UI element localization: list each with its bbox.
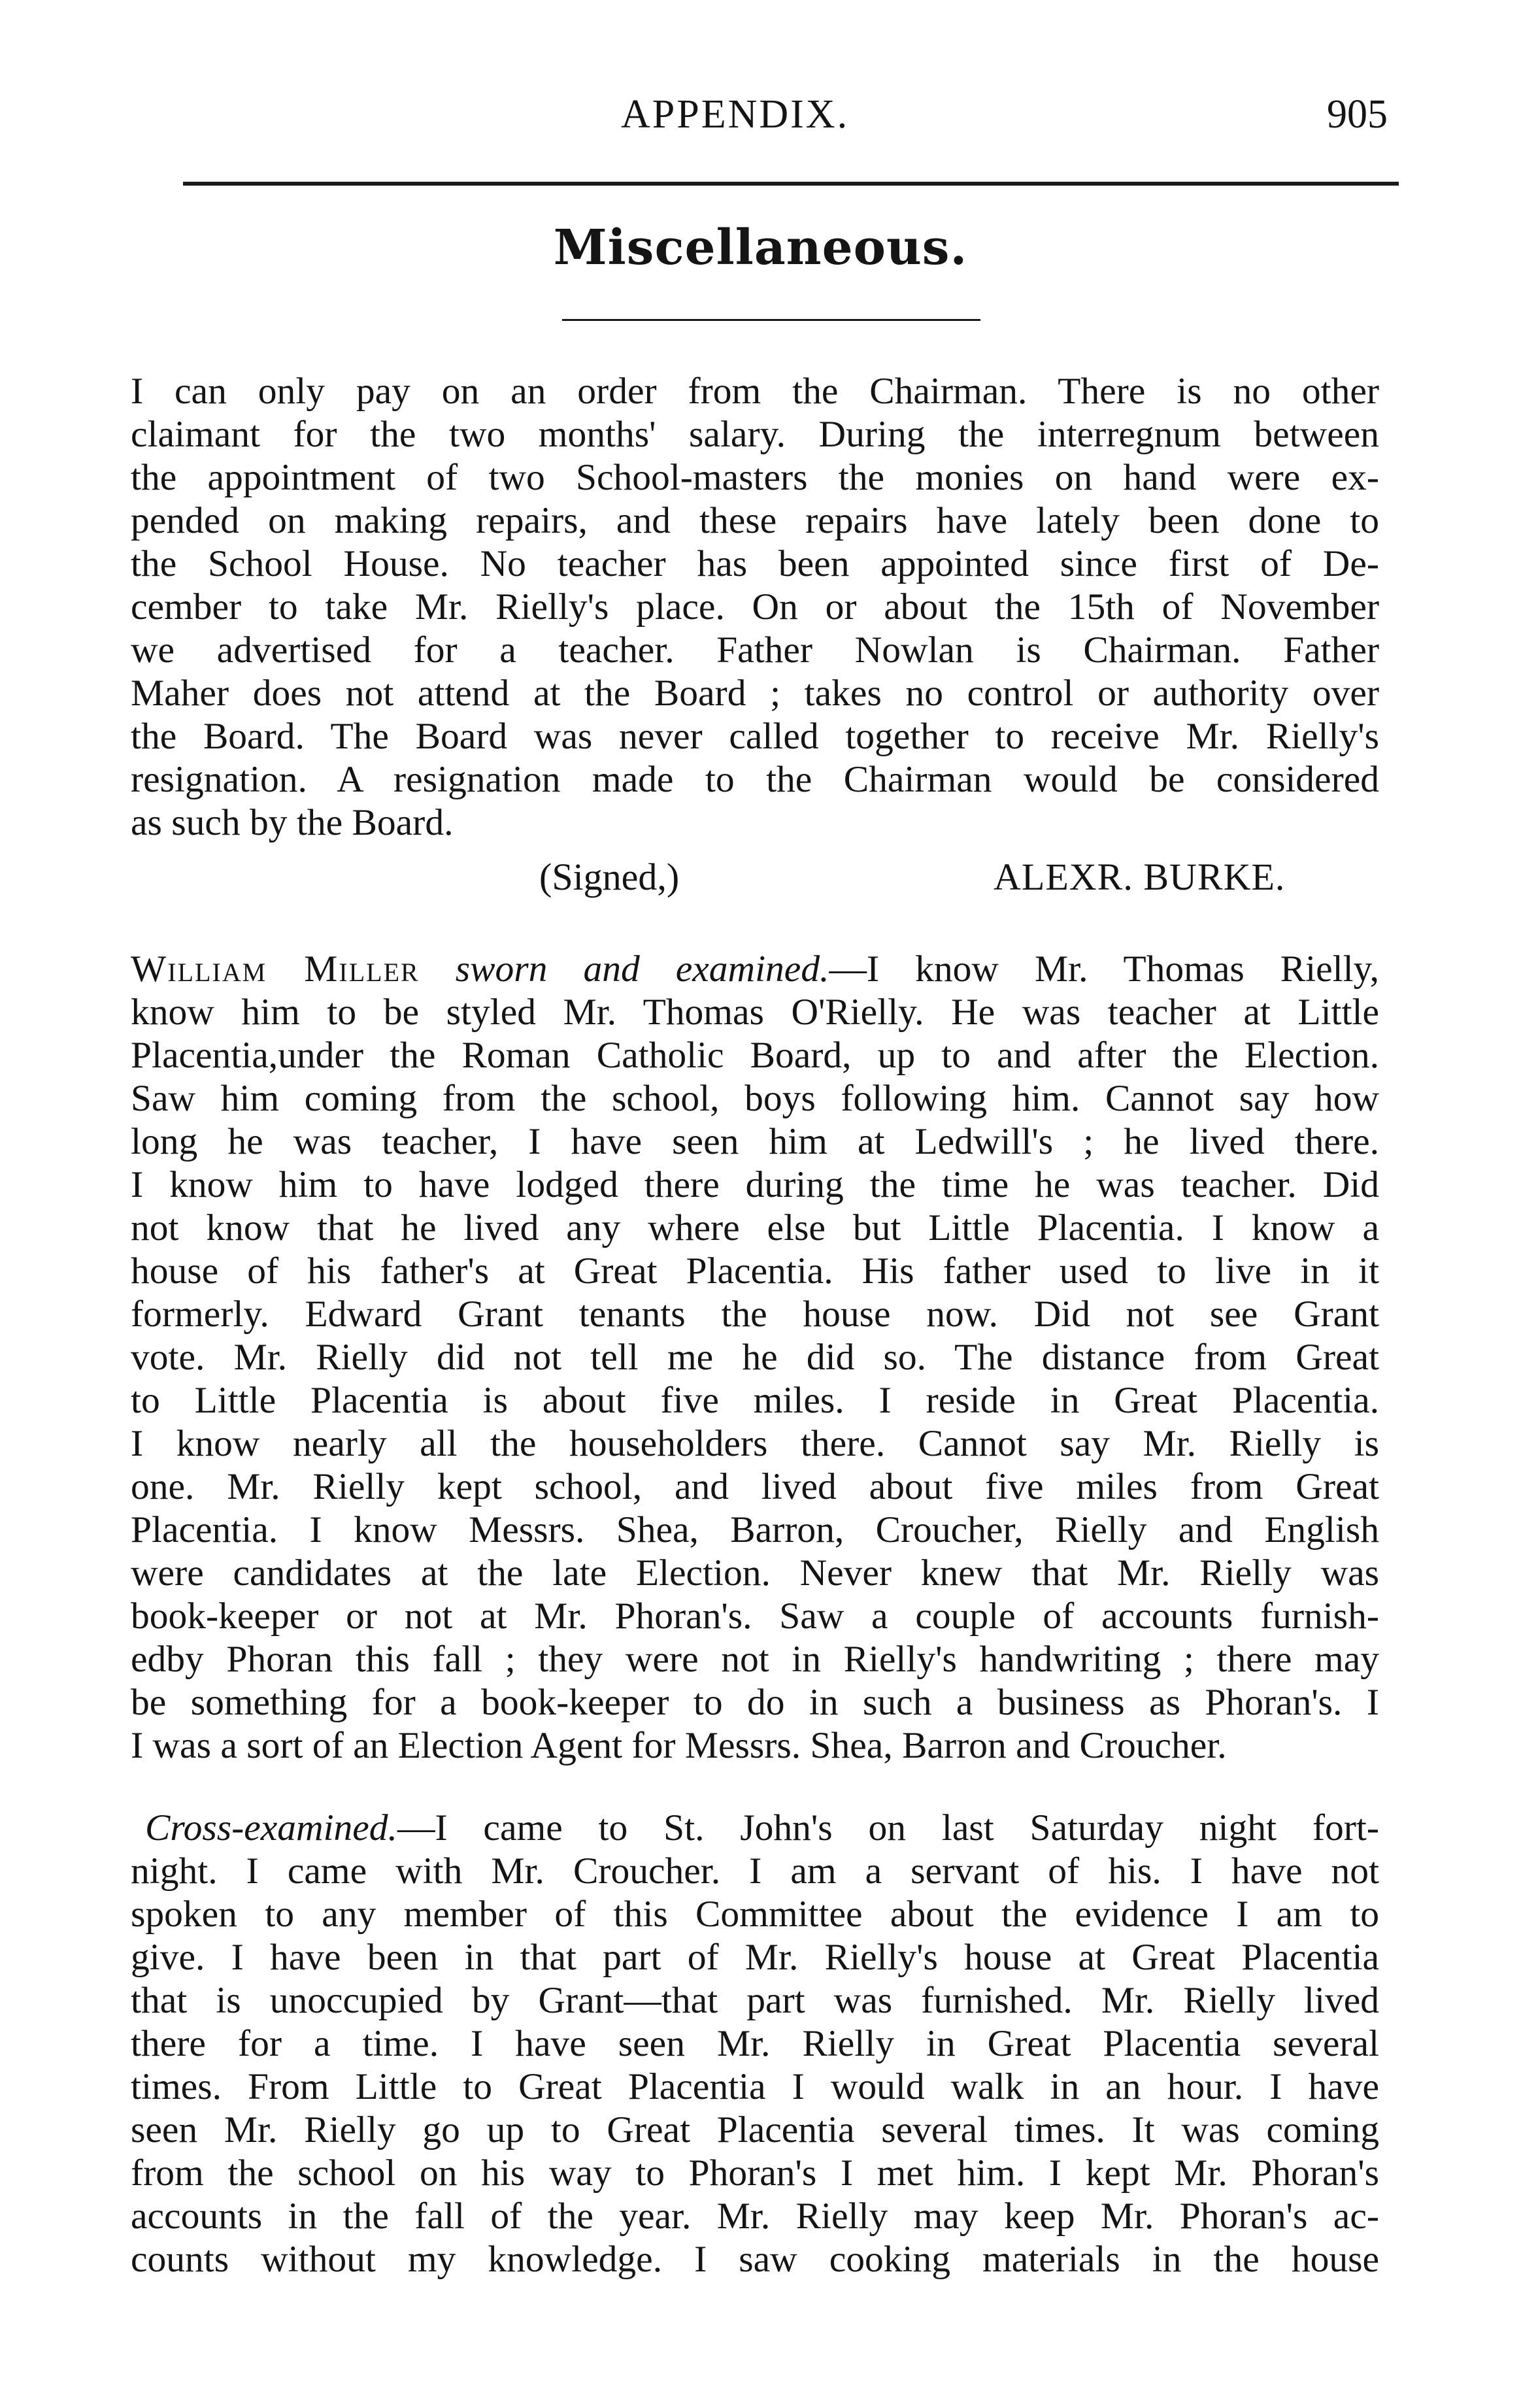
text-line: book-keeper or not at Mr. Phoran's. Saw a couple of accounts furnish- <box>131 1596 1379 1637</box>
text-line: know him to be styled Mr. Thomas O'Rielly. He was teacher at Little <box>131 992 1379 1033</box>
text-line: there for a time. I have seen Mr. Rielly in Great Placentia several <box>131 2023 1379 2064</box>
sworn-phrase: sworn and examined. <box>455 948 829 990</box>
text-line: Maher does not attend at the Board ; takes no control or authority over <box>131 673 1379 714</box>
text-line: the appointment of two School-masters the monies on hand were ex- <box>131 457 1379 498</box>
text-line: claimant for the two months' salary. During the interregnum between <box>131 414 1379 455</box>
text-line: the School House. No teacher has been appointed since first of De- <box>131 543 1379 584</box>
running-title: APPENDIX. <box>621 92 850 137</box>
signed-label: (Signed,) <box>539 856 680 898</box>
text-line: long he was teacher, I have seen him at Ledwill's ; he lived there. <box>131 1121 1379 1162</box>
text-line: be something for a book-keeper to do in such a business as Phoran's. I <box>131 1682 1379 1723</box>
text-line: that is unoccupied by Grant—that part was furnished. Mr. Rielly lived <box>131 1980 1379 2021</box>
section-rule <box>562 319 980 321</box>
text-line: as such by the Board. <box>131 802 454 843</box>
text-line: seen Mr. Rielly go up to Great Placentia several times. It was coming <box>131 2109 1379 2150</box>
cross-examined-label: Cross-examined. <box>145 1807 397 1848</box>
section-title: Miscellaneous. <box>553 220 968 276</box>
text-line <box>131 1807 1379 1850</box>
text-line: one. Mr. Rielly kept school, and lived about five miles from Great <box>131 1466 1379 1507</box>
text-line: we advertised for a teacher. Father Nowlan is Chairman. Father <box>131 629 1379 671</box>
text-line: counts without my knowledge. I saw cooking materials in the house <box>131 2239 1379 2280</box>
text-line: not know that he lived any where else but Little Placentia. I know a <box>131 1207 1379 1248</box>
first-line-rest: —I know Mr. Thomas Rielly, <box>829 948 1379 990</box>
text-line: give. I have been in that part of Mr. Rielly's house at Great Placentia <box>131 1937 1379 1978</box>
text-line: night. I came with Mr. Croucher. I am a servant of his. I have not <box>131 1850 1379 1892</box>
text-line: I know nearly all the householders there. Cannot say Mr. Rielly is <box>131 1423 1379 1464</box>
text-line: cember to take Mr. Rielly's place. On or about the 15th of November <box>131 586 1379 627</box>
text-line: I can only pay on an order from the Chairman. There is no other <box>131 371 1379 412</box>
text-line: edby Phoran this fall ; they were not in Rielly's handwriting ; there may <box>131 1639 1379 1680</box>
text-line: were candidates at the late Election. Never knew that Mr. Rielly was <box>131 1552 1379 1594</box>
text-line: Saw him coming from the school, boys following him. Cannot say how <box>131 1078 1379 1119</box>
text-line: I was a sort of an Election Agent for Messrs. Shea, Barron and Croucher. <box>131 1725 1227 1766</box>
text-line <box>131 948 1379 991</box>
text-line: I know him to have lodged there during the time he was teacher. Did <box>131 1164 1379 1205</box>
text-line: resignation. A resignation made to the Chairman would be considered <box>131 759 1379 800</box>
text-line: times. From Little to Great Placentia I would walk in an hour. I have <box>131 2066 1379 2107</box>
text-line: accounts in the fall of the year. Mr. Rielly may keep Mr. Phoran's ac- <box>131 2196 1379 2237</box>
text-line: vote. Mr. Rielly did not tell me he did so. The distance from Great <box>131 1337 1379 1378</box>
first-line-rest: —I came to St. John's on last Saturday night fort- <box>397 1807 1379 1848</box>
page-number: 905 <box>1327 92 1388 137</box>
text-line: Placentia,under the Roman Catholic Board, up to and after the Election. <box>131 1035 1379 1076</box>
text-line: pended on making repairs, and these repairs have lately been done to <box>131 500 1379 541</box>
header-rule <box>183 182 1399 186</box>
text-line: formerly. Edward Grant tenants the house now. Did not see Grant <box>131 1294 1379 1335</box>
text-line: house of his father's at Great Placentia. His father used to live in it <box>131 1250 1379 1292</box>
text-line: the Board. The Board was never called together to receive Mr. Rielly's <box>131 716 1379 757</box>
text-line: from the school on his way to Phoran's I met him. I kept Mr. Phoran's <box>131 2152 1379 2194</box>
witness-name: William Miller <box>131 948 420 990</box>
text-line: to Little Placentia is about five miles. I reside in Great Placentia. <box>131 1380 1379 1421</box>
text-line: Placentia. I know Messrs. Shea, Barron, Croucher, Rielly and English <box>131 1509 1379 1550</box>
signatory-name: ALEXR. BURKE. <box>994 856 1286 898</box>
text-line: spoken to any member of this Committee about the evidence I am to <box>131 1894 1379 1935</box>
